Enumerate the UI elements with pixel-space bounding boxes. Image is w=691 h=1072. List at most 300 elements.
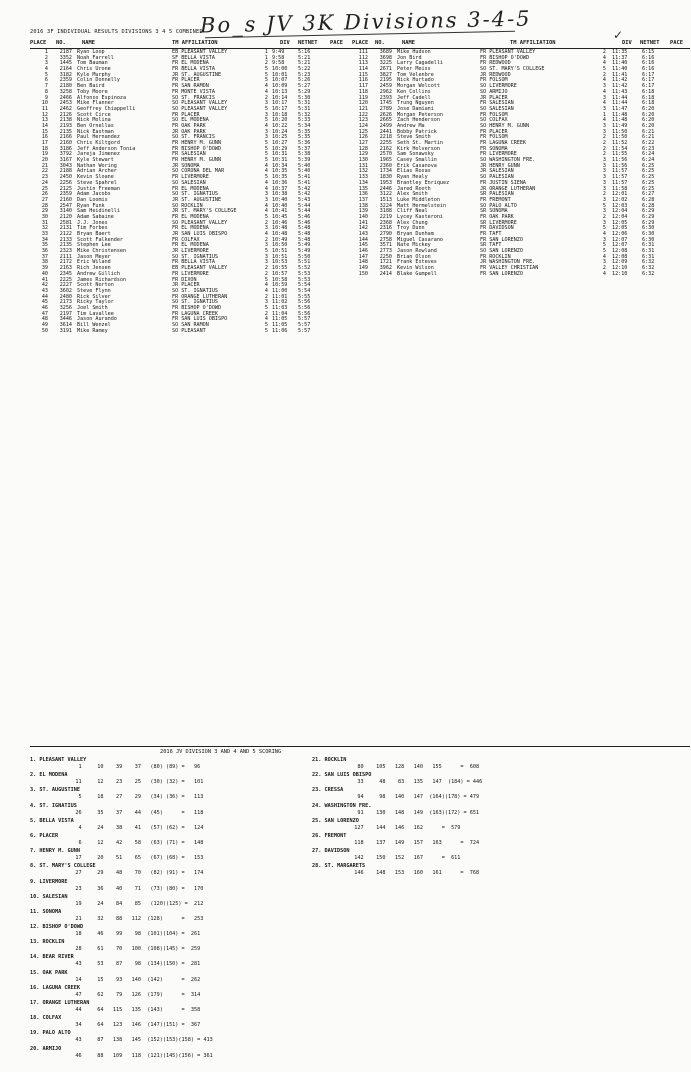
name-cell: Alfonso Espinoza bbox=[77, 94, 127, 101]
team-cell: SO EL MODENA bbox=[172, 117, 209, 124]
bib-cell: 2250 bbox=[379, 253, 392, 260]
bib-cell: 2111 bbox=[59, 253, 72, 260]
div-cell: 2 bbox=[602, 265, 606, 272]
team-name: 5. BELLA VISTA bbox=[30, 817, 74, 824]
name-cell: Tim Forbes bbox=[77, 225, 108, 232]
team-name: 8. ST. MARY'S COLLEGE bbox=[30, 863, 96, 870]
place-cell: 49 bbox=[41, 322, 48, 328]
name-cell: Sam Sonawsky bbox=[397, 151, 434, 158]
place-cell: 17 bbox=[41, 140, 48, 146]
time-cell: 11:05 bbox=[272, 322, 288, 328]
name-cell: Jeff Anderson Tonia bbox=[77, 145, 136, 152]
team-cell: JR WASHINGTON FRE. bbox=[480, 259, 536, 266]
team-name: 14. BEAR RIVER bbox=[30, 954, 74, 961]
bib-cell: 3571 bbox=[379, 242, 392, 249]
place-cell: 139 bbox=[358, 208, 368, 215]
team-score-block bbox=[30, 924, 360, 939]
div-cell: 4 bbox=[264, 88, 268, 95]
team-score-block bbox=[30, 863, 360, 878]
bib-cell: 2163 bbox=[59, 265, 72, 272]
bib-cell: 2462 bbox=[59, 105, 72, 112]
place-cell: 11 bbox=[41, 105, 48, 112]
div-cell: 4 bbox=[264, 316, 268, 323]
pace-cell: 6:17 bbox=[642, 83, 655, 90]
team-cell: SO PLEASANT VALLEY bbox=[172, 100, 228, 107]
place-cell: 148 bbox=[358, 259, 368, 266]
team-score-block bbox=[312, 803, 642, 818]
pace-cell: 5:56 bbox=[298, 299, 311, 306]
pace-cell: 5:35 bbox=[298, 128, 311, 135]
col-no: NO. bbox=[56, 40, 66, 46]
time-cell: 10:17 bbox=[272, 100, 288, 107]
place-cell: 122 bbox=[358, 111, 368, 118]
name-cell: Justin Freeman bbox=[77, 185, 120, 192]
div-cell: 4 bbox=[264, 282, 268, 289]
name-cell: Tim Lavallee bbox=[77, 310, 114, 317]
place-cell: 20 bbox=[41, 157, 48, 164]
bib-cell: 2227 bbox=[59, 282, 72, 289]
bib-cell: 3962 bbox=[379, 265, 392, 272]
time-cell: 12:07 bbox=[612, 242, 628, 249]
div-cell: 5 bbox=[264, 71, 268, 78]
team-cell: SO ST. FRANCIS bbox=[172, 134, 215, 141]
team-cell: FR OAK PARK bbox=[172, 122, 206, 129]
time-cell: 11:56 bbox=[612, 162, 628, 169]
div-cell: 5 bbox=[264, 145, 268, 152]
team-name: 11. SONOMA bbox=[30, 908, 62, 915]
place-cell: 113 bbox=[358, 60, 368, 67]
pace-cell: 6:17 bbox=[642, 77, 655, 84]
team-score-block bbox=[30, 1015, 360, 1030]
pace-cell: 5:42 bbox=[298, 191, 311, 198]
name-cell: Ryan Healy bbox=[397, 174, 428, 181]
div-cell: 1 bbox=[264, 54, 268, 61]
team-score-block bbox=[30, 894, 360, 909]
name-cell: Lycey Kasteroni bbox=[397, 213, 444, 220]
pace-cell: 6:25 bbox=[642, 179, 655, 186]
time-cell: 10:55 bbox=[272, 265, 288, 272]
name-cell: Bryan Baert bbox=[77, 231, 111, 237]
time-cell: 10:09 bbox=[272, 83, 288, 90]
div-cell: 4 bbox=[602, 60, 606, 67]
team-cell: FR JUSTIN SIENA bbox=[480, 179, 527, 186]
div-cell: 3 bbox=[602, 128, 606, 135]
div-cell: 5 bbox=[602, 66, 606, 73]
div-cell: 5 bbox=[264, 327, 268, 334]
time-cell: 12:05 bbox=[612, 225, 628, 232]
place-cell: 16 bbox=[41, 134, 48, 141]
pace-cell: 6:31 bbox=[642, 248, 655, 255]
pace-cell: 6:31 bbox=[642, 253, 655, 260]
team-score-block bbox=[30, 833, 360, 848]
bib-cell: 3225 bbox=[379, 60, 392, 67]
bib-cell: 2164 bbox=[59, 66, 72, 73]
pace-cell: 5:34 bbox=[298, 122, 311, 129]
place-cell: 123 bbox=[358, 117, 368, 124]
col-place-right: PLACE bbox=[352, 40, 369, 46]
name-cell: Noah Farrell bbox=[77, 54, 114, 61]
bib-cell: 2135 bbox=[59, 242, 72, 249]
team-name: 7. HENRY M. GUNN bbox=[30, 848, 80, 855]
team-cell: SO ST. IGNATIUS bbox=[172, 253, 219, 260]
team-name: 12. BISHOP O'DOWD bbox=[30, 924, 84, 931]
place-cell: 47 bbox=[41, 310, 48, 317]
bib-cell: 2126 bbox=[59, 111, 72, 118]
div-cell: 2 bbox=[602, 49, 606, 55]
team-name: 22. SAN LUIS OBISPO bbox=[312, 772, 372, 779]
team-cell: FR BISHOP O'DOWD bbox=[480, 54, 530, 61]
bib-cell: 3352 bbox=[59, 54, 72, 61]
div-cell: 3 bbox=[602, 174, 606, 181]
bib-cell: 2187 bbox=[59, 49, 72, 55]
team-cell: FR SAN LUIS OBISPO bbox=[172, 316, 228, 323]
name-cell: Zach Henderson bbox=[397, 117, 440, 124]
bib-cell: 2160 bbox=[59, 196, 72, 203]
time-cell: 11:02 bbox=[272, 299, 288, 306]
place-cell: 5 bbox=[44, 71, 48, 78]
div-cell: 2 bbox=[264, 219, 268, 226]
name-cell: Adam Jacobs bbox=[77, 191, 111, 198]
pace-cell: 5:41 bbox=[298, 174, 311, 181]
bib-cell: 2368 bbox=[379, 219, 392, 226]
pace-cell: 5:43 bbox=[298, 196, 311, 203]
name-cell: Colin Donnelly bbox=[77, 77, 120, 84]
team-cell: SO ST. FRANCIS bbox=[172, 94, 215, 101]
pace-cell: 6:21 bbox=[642, 134, 655, 141]
place-cell: 30 bbox=[41, 213, 48, 220]
col-affiliation: TM AFFILIATION bbox=[172, 40, 218, 46]
table-row bbox=[30, 329, 360, 335]
time-cell: 10:59 bbox=[272, 282, 288, 289]
bib-cell: 2453 bbox=[59, 100, 72, 107]
name-cell: Kyle Stewart bbox=[77, 157, 114, 164]
place-cell: 44 bbox=[41, 293, 48, 300]
team-cell: FR PLEASANT VALLEY bbox=[480, 49, 536, 55]
team-scores: 11 12 23 25 (30) (32) = 101 bbox=[66, 779, 204, 786]
pace-cell: 6:32 bbox=[642, 259, 655, 266]
place-cell: 9 bbox=[44, 94, 48, 101]
team-score-block bbox=[30, 879, 360, 894]
col-pace-right: PACE bbox=[670, 40, 683, 46]
bib-cell: 2173 bbox=[59, 299, 72, 306]
pace-cell: 5:54 bbox=[298, 282, 311, 289]
col-time: NETNET bbox=[298, 40, 318, 46]
team-name: 15. OAK PARK bbox=[30, 969, 68, 976]
team-cell: FR EL MODENA bbox=[172, 185, 209, 192]
team-cell: FR LIVERMORE bbox=[172, 270, 209, 277]
div-cell: 4 bbox=[264, 162, 268, 169]
pace-cell: 6:16 bbox=[642, 54, 655, 61]
div-cell: 4 bbox=[264, 208, 268, 215]
pace-cell: 5:50 bbox=[298, 253, 311, 260]
place-cell: 137 bbox=[358, 196, 368, 203]
team-cell: SO ST. MARY'S COLLEGE bbox=[480, 66, 545, 73]
bib-cell: 3602 bbox=[59, 287, 72, 294]
pace-cell: 5:21 bbox=[298, 60, 311, 67]
pace-cell: 5:48 bbox=[298, 231, 311, 237]
div-cell: 1 bbox=[602, 111, 606, 118]
time-cell: 10:40 bbox=[272, 196, 288, 203]
place-cell: 146 bbox=[358, 248, 368, 255]
pace-cell: 5:38 bbox=[298, 151, 311, 158]
time-cell: 10:35 bbox=[272, 174, 288, 181]
name-cell: Ryan Funk bbox=[77, 202, 105, 209]
team-name: 24. WASHINGTON FRE. bbox=[312, 802, 372, 809]
time-cell: 10:35 bbox=[272, 168, 288, 175]
name-cell: Nathan Woring bbox=[77, 162, 117, 169]
pace-cell: 5:16 bbox=[298, 49, 311, 55]
div-cell: 2 bbox=[264, 310, 268, 317]
team-scores: 91 130 148 149 (163)(172) = 651 bbox=[348, 809, 480, 816]
team-cell: SO COLFAX bbox=[480, 117, 508, 124]
name-cell: Toby Moore bbox=[77, 88, 108, 95]
bib-cell: 2219 bbox=[379, 213, 392, 220]
pace-cell: 5:22 bbox=[298, 66, 311, 73]
place-cell: 132 bbox=[358, 168, 368, 175]
div-cell: 5 bbox=[264, 117, 268, 124]
team-cell: SO PALO ALTO bbox=[480, 202, 517, 209]
table-row bbox=[350, 272, 680, 278]
place-cell: 112 bbox=[358, 54, 368, 61]
pace-cell: 5:30 bbox=[298, 94, 311, 101]
time-cell: 10:51 bbox=[272, 253, 288, 260]
place-cell: 10 bbox=[41, 100, 48, 107]
team-name: 1. PLEASANT VALLEY bbox=[30, 757, 87, 763]
bib-cell: 2120 bbox=[59, 213, 72, 220]
place-cell: 14 bbox=[41, 122, 48, 129]
team-cell: SO WASHINGTON FRE. bbox=[480, 157, 536, 164]
div-cell: 3 bbox=[264, 134, 268, 141]
col-div: DIV bbox=[280, 40, 290, 46]
time-cell: 10:17 bbox=[272, 105, 288, 112]
team-cell: JR OAK PARK bbox=[172, 128, 206, 135]
place-cell: 135 bbox=[358, 185, 368, 192]
place-cell: 115 bbox=[358, 71, 368, 78]
bib-cell: 2773 bbox=[379, 248, 392, 255]
bib-cell: 2581 bbox=[59, 219, 72, 226]
bib-cell: 2671 bbox=[379, 66, 392, 73]
pace-cell: 5:32 bbox=[298, 111, 311, 118]
time-cell: 10:14 bbox=[272, 94, 288, 101]
time-cell: 12:07 bbox=[612, 236, 628, 243]
name-cell: Seth St. Martin bbox=[397, 140, 444, 146]
bib-cell: 2180 bbox=[59, 83, 72, 90]
div-cell: 4 bbox=[264, 185, 268, 192]
time-cell: 10:40 bbox=[272, 202, 288, 209]
team-score-block bbox=[30, 757, 360, 772]
name-cell: Brantley Enriquez bbox=[397, 179, 450, 186]
place-cell: 127 bbox=[358, 140, 368, 146]
team-name: 9. LIVERMORE bbox=[30, 878, 68, 885]
place-cell: 120 bbox=[358, 100, 368, 107]
place-cell: 145 bbox=[358, 242, 368, 249]
team-cell: FR EL MODENA bbox=[172, 225, 209, 232]
place-cell: 149 bbox=[358, 265, 368, 272]
div-cell: 3 bbox=[602, 122, 606, 129]
pace-cell: 6:27 bbox=[642, 191, 655, 198]
results-table-right bbox=[350, 50, 680, 278]
team-score-block bbox=[30, 787, 360, 802]
pace-cell: 6:28 bbox=[642, 196, 655, 203]
time-cell: 11:41 bbox=[612, 71, 628, 78]
time-cell: 9:58 bbox=[272, 60, 285, 67]
name-cell: Frank Esteves bbox=[397, 259, 437, 266]
time-cell: 10:29 bbox=[272, 145, 288, 152]
div-cell: 4 bbox=[264, 287, 268, 294]
place-cell: 116 bbox=[358, 77, 368, 84]
place-cell: 2 bbox=[44, 54, 48, 61]
team-cell: SO CORONA DEL MAR bbox=[172, 168, 225, 175]
team-score-block bbox=[30, 772, 360, 787]
div-cell: 3 bbox=[602, 105, 606, 112]
team-cell: SO ST. IGNATIUS bbox=[172, 299, 219, 306]
div-cell: 2 bbox=[602, 151, 606, 158]
time-cell: 11:57 bbox=[612, 168, 628, 175]
pace-cell: 5:57 bbox=[298, 327, 311, 334]
team-name: 26. FREMONT bbox=[312, 832, 347, 839]
bib-cell: 3698 bbox=[379, 54, 392, 61]
time-cell: 10:00 bbox=[272, 66, 288, 73]
name-cell: Trung Nguyen bbox=[397, 100, 434, 107]
name-cell: Ben Ornellas bbox=[77, 122, 114, 129]
bib-cell: 2359 bbox=[59, 77, 72, 84]
time-cell: 11:56 bbox=[612, 157, 628, 164]
place-cell: 43 bbox=[41, 287, 48, 294]
place-cell: 48 bbox=[41, 316, 48, 323]
place-cell: 18 bbox=[41, 145, 48, 152]
place-cell: 46 bbox=[41, 304, 48, 311]
team-score-block bbox=[312, 833, 642, 848]
time-cell: 11:42 bbox=[612, 83, 628, 90]
bib-cell: 1745 bbox=[379, 100, 392, 107]
bib-cell: 2359 bbox=[59, 191, 72, 198]
time-cell: 11:06 bbox=[272, 327, 288, 334]
name-cell: Scott Norton bbox=[77, 282, 114, 289]
name-cell: Andrew Gillich bbox=[77, 270, 120, 277]
bib-cell: 2131 bbox=[59, 225, 72, 232]
div-cell: 3 bbox=[602, 83, 606, 90]
pace-cell: 5:31 bbox=[298, 105, 311, 112]
name-cell: Chris Kiltgord bbox=[77, 140, 120, 146]
place-cell: 130 bbox=[358, 157, 368, 164]
team-cell: SO PALESIAN bbox=[480, 174, 514, 181]
bib-cell: 2626 bbox=[379, 111, 392, 118]
name-cell: Jon Bird bbox=[397, 54, 422, 61]
bib-cell: 3614 bbox=[59, 322, 72, 328]
time-cell: 12:09 bbox=[612, 259, 628, 266]
bib-cell: 3256 bbox=[59, 304, 72, 311]
time-cell: 12:06 bbox=[612, 231, 628, 237]
bib-cell: 1721 bbox=[379, 259, 392, 266]
time-cell: 11:00 bbox=[272, 287, 288, 294]
place-cell: 32 bbox=[41, 225, 48, 232]
div-cell: 2 bbox=[602, 140, 606, 146]
place-cell: 7 bbox=[44, 83, 48, 90]
time-cell: 10:38 bbox=[272, 191, 288, 198]
div-cell: 1 bbox=[264, 49, 268, 55]
team-scores: 127 144 146 162 = 579 bbox=[348, 824, 461, 831]
results-table-left bbox=[30, 50, 360, 334]
pace-cell: 5:57 bbox=[298, 316, 311, 323]
team-cell: FR PLACER bbox=[172, 77, 200, 84]
name-cell: Troy Dunn bbox=[397, 225, 425, 232]
name-cell: Alex Smith bbox=[397, 191, 428, 198]
team-score-block bbox=[30, 985, 360, 1000]
team-score-block bbox=[30, 954, 360, 969]
place-cell: 117 bbox=[358, 83, 368, 90]
bib-cell: 2255 bbox=[379, 140, 392, 146]
team-scores: 34 64 123 146 (147)(151) = 367 bbox=[66, 1022, 201, 1029]
div-cell: 2 bbox=[602, 145, 606, 152]
div-cell: 5 bbox=[602, 242, 606, 249]
div-cell: 4 bbox=[264, 202, 268, 209]
name-cell: Kirk Holverson bbox=[397, 145, 440, 152]
place-cell: 6 bbox=[44, 77, 48, 84]
div-cell: 4 bbox=[602, 54, 606, 61]
team-cell: FR BISHOP O'DOWD bbox=[172, 304, 222, 311]
pace-cell: 5:39 bbox=[298, 157, 311, 164]
pace-cell: 6:16 bbox=[642, 66, 655, 73]
name-cell: Joel Smith bbox=[77, 304, 108, 311]
time-cell: 10:51 bbox=[272, 248, 288, 255]
time-cell: 10:58 bbox=[272, 276, 288, 283]
div-cell: 2 bbox=[264, 265, 268, 272]
team-cell: FR HENRY M. GUNN bbox=[172, 140, 222, 146]
time-cell: 12:05 bbox=[612, 219, 628, 226]
team-scores: 46 88 109 118 (121)(145)(156) = 361 bbox=[66, 1052, 213, 1059]
time-cell: 10:31 bbox=[272, 157, 288, 164]
place-cell: 21 bbox=[41, 162, 48, 169]
bib-cell: 2133 bbox=[59, 236, 72, 243]
bib-cell: 3224 bbox=[379, 202, 392, 209]
div-cell: 5 bbox=[264, 276, 268, 283]
name-cell: Bobby Patrick bbox=[397, 128, 437, 135]
place-cell: 140 bbox=[358, 213, 368, 220]
bib-cell: 2345 bbox=[59, 270, 72, 277]
results-header: 2016 3F INDIVIDUAL RESULTS DIVISIONS 3 4 5 COMBINED bbox=[30, 29, 203, 35]
place-cell: 27 bbox=[41, 196, 48, 203]
team-cell: FR LAGUNA CREEK bbox=[480, 140, 527, 146]
team-score-block bbox=[30, 818, 360, 833]
time-cell: 12:04 bbox=[612, 213, 628, 220]
team-cell: FR COLFAX bbox=[172, 236, 200, 243]
pace-cell: 6:18 bbox=[642, 94, 655, 101]
div-cell: 5 bbox=[264, 213, 268, 220]
div-cell: 3 bbox=[602, 185, 606, 192]
pace-cell: 5:46 bbox=[298, 219, 311, 226]
time-cell: 10:48 bbox=[272, 231, 288, 237]
team-scores: 142 150 152 167 = 611 bbox=[348, 855, 461, 862]
team-cell: JR LIVERMORE bbox=[172, 248, 209, 255]
team-name: 10. SALESIAN bbox=[30, 893, 68, 900]
div-cell: 3 bbox=[264, 259, 268, 266]
div-cell: 4 bbox=[264, 179, 268, 186]
pace-cell: 5:23 bbox=[298, 71, 311, 78]
pace-cell: 6:20 bbox=[642, 111, 655, 118]
time-cell: 9:49 bbox=[272, 49, 285, 55]
bib-cell: 1734 bbox=[379, 168, 392, 175]
div-cell: 3 bbox=[602, 219, 606, 226]
div-cell: 3 bbox=[264, 100, 268, 107]
div-cell: 2 bbox=[264, 94, 268, 101]
time-cell: 10:49 bbox=[272, 236, 288, 243]
pace-cell: 5:44 bbox=[298, 202, 311, 209]
team-cell: FR SAN LORENZO bbox=[480, 270, 523, 277]
place-cell: 125 bbox=[358, 128, 368, 135]
team-cell: FR ROCKLIN bbox=[480, 253, 511, 260]
time-cell: 12:10 bbox=[612, 265, 628, 272]
team-score-block bbox=[312, 818, 642, 833]
